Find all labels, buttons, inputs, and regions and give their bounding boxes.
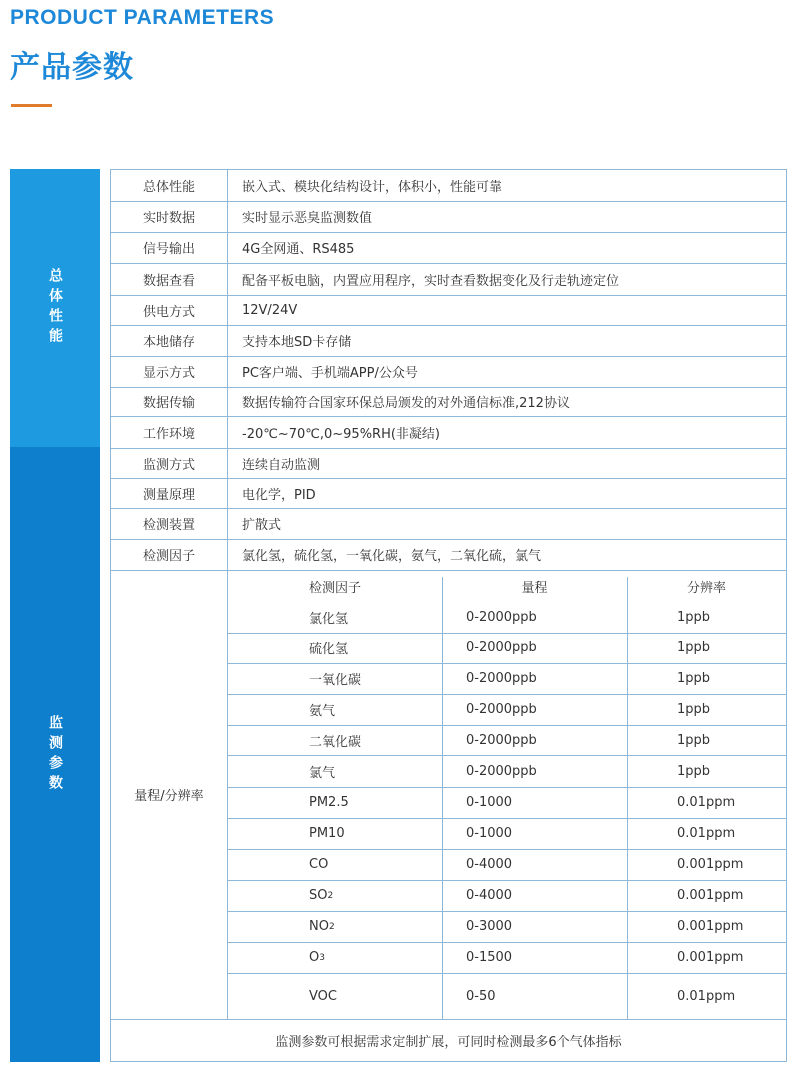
- range-cell: 0-2000ppb: [466, 640, 537, 655]
- range-row: [228, 632, 786, 664]
- title-underline: [11, 104, 52, 107]
- range-cell: 0-2000ppb: [466, 732, 537, 748]
- range-resolution-label: 量程/分辨率: [111, 570, 228, 1019]
- factor-cell: PM10: [309, 826, 345, 841]
- factor-cell: CO: [309, 857, 329, 872]
- range-row: [228, 942, 786, 974]
- resolution-cell: 1ppb: [677, 610, 711, 625]
- row-label: 工作环境: [111, 416, 228, 448]
- footnote: 监测参数可根据需求定制扩展，可同时检测最多6个气体指标: [275, 1034, 622, 1050]
- resolution-cell: 0.001ppm: [677, 950, 744, 965]
- range-row: [228, 602, 786, 634]
- range-row: [228, 911, 786, 943]
- parameter-table: [110, 169, 787, 1062]
- resolution-cell: 1ppb: [677, 702, 711, 717]
- row-label: 总体性能: [111, 170, 228, 201]
- row-label: 实时数据: [111, 201, 228, 232]
- range-row: [228, 973, 786, 1019]
- resolution-cell: 0.01ppm: [677, 795, 736, 810]
- factor-cell: VOC: [309, 988, 337, 1004]
- row-value: 实时显示恶臭监测数值: [242, 211, 373, 226]
- resolution-cell: 1ppb: [677, 763, 711, 779]
- factor-cell: 氨气: [309, 704, 336, 719]
- resolution-cell: 0.001ppm: [677, 919, 744, 934]
- range-cell: 0-2000ppb: [466, 671, 537, 686]
- range-cell: 0-1500: [466, 950, 513, 965]
- factor-cell: 氯化氢: [309, 612, 349, 627]
- range-table: [228, 570, 786, 1019]
- row-value: 数据传输符合国家环保总局颁发的对外通信标准,212协议: [242, 396, 570, 411]
- factor-cell: 二氧化碳: [309, 734, 362, 750]
- row-value: -20℃~70℃,0~95%RH(非凝结): [242, 426, 441, 442]
- range-row: [228, 755, 786, 788]
- table-row: [111, 201, 786, 233]
- table-row: [111, 539, 786, 571]
- resolution-cell: 0.01ppm: [677, 826, 736, 841]
- range-cell: 0-50: [466, 988, 496, 1004]
- column-header: 检测因子: [308, 580, 361, 596]
- row-label: 检测装置: [111, 508, 228, 539]
- row-value: 氯化氢，硫化氢，一氧化碳，氨气，二氧化硫，氯气: [242, 549, 542, 564]
- factor-cell: 一氧化碳: [309, 673, 362, 688]
- range-row: [228, 787, 786, 819]
- table-row: [111, 356, 786, 388]
- row-label: 测量原理: [111, 478, 228, 508]
- table-row: [111, 295, 786, 326]
- range-cell: 0-1000: [466, 826, 513, 841]
- table-row: [111, 508, 786, 540]
- table-row: [111, 170, 786, 202]
- table-row: [111, 478, 786, 509]
- row-value: 嵌入式、模块化结构设计，体积小，性能可靠: [242, 180, 503, 195]
- range-row: [228, 694, 786, 726]
- table-row: [111, 387, 786, 417]
- range-row: [228, 849, 786, 881]
- range-row: [228, 880, 786, 912]
- factor-cell: 氯气: [309, 765, 336, 781]
- column-header: 量程: [521, 580, 548, 596]
- factor-cell: 硫化氢: [309, 642, 349, 657]
- range-cell: 0-2000ppb: [466, 610, 537, 625]
- title-chinese: 产品参数: [10, 50, 134, 85]
- range-row: [228, 818, 786, 850]
- row-value: 扩散式: [242, 518, 282, 533]
- range-resolution-block: [111, 570, 786, 1020]
- table-row: [111, 416, 786, 449]
- factor-cell: O 3: [309, 950, 325, 965]
- row-value: 支持本地SD卡存储: [242, 335, 352, 350]
- resolution-cell: 0.001ppm: [677, 888, 744, 903]
- factor-cell: NO 2: [309, 919, 335, 934]
- range-table-header: [228, 570, 786, 602]
- row-label: 数据传输: [111, 387, 228, 416]
- row-label: 监测方式: [111, 448, 228, 478]
- table-row: [111, 325, 786, 357]
- factor-cell: SO 2: [309, 888, 334, 903]
- row-label: 本地储存: [111, 325, 228, 356]
- resolution-cell: 0.01ppm: [677, 988, 736, 1004]
- row-label: 数据查看: [111, 263, 228, 295]
- row-label: 检测因子: [111, 539, 228, 570]
- range-row: [228, 663, 786, 695]
- factor-cell: PM2.5: [309, 795, 349, 810]
- resolution-cell: 1ppb: [677, 732, 711, 748]
- resolution-cell: 1ppb: [677, 640, 711, 655]
- range-cell: 0-3000: [466, 919, 513, 934]
- row-label: 供电方式: [111, 295, 228, 325]
- row-value: 配备平板电脑，内置应用程序，实时查看数据变化及行走轨迹定位: [242, 273, 620, 289]
- range-cell: 0-4000: [466, 857, 513, 872]
- range-cell: 0-1000: [466, 795, 513, 810]
- resolution-cell: 1ppb: [677, 671, 711, 686]
- title-english: PRODUCT PARAMETERS: [10, 6, 275, 29]
- table-row: [111, 232, 786, 264]
- table-row: [111, 263, 786, 296]
- table-row: [111, 448, 786, 479]
- row-value: PC客户端、手机端APP/公众号: [242, 366, 418, 381]
- column-header: 分辨率: [686, 580, 726, 596]
- range-cell: 0-2000ppb: [466, 702, 537, 717]
- row-label: 信号输出: [111, 232, 228, 263]
- resolution-cell: 0.001ppm: [677, 857, 744, 872]
- section-label-monitoring: 监测参数: [10, 447, 100, 1062]
- row-value: 电化学，PID: [242, 487, 316, 503]
- range-row: [228, 725, 786, 756]
- range-cell: 0-2000ppb: [466, 763, 537, 779]
- range-cell: 0-4000: [466, 888, 513, 903]
- row-value: 连续自动监测: [242, 457, 321, 473]
- row-value: 4G全网通、RS485: [242, 242, 355, 257]
- row-value: 12V/24V: [242, 302, 298, 318]
- section-label-general: 总体性能: [10, 169, 100, 447]
- row-label: 显示方式: [111, 356, 228, 387]
